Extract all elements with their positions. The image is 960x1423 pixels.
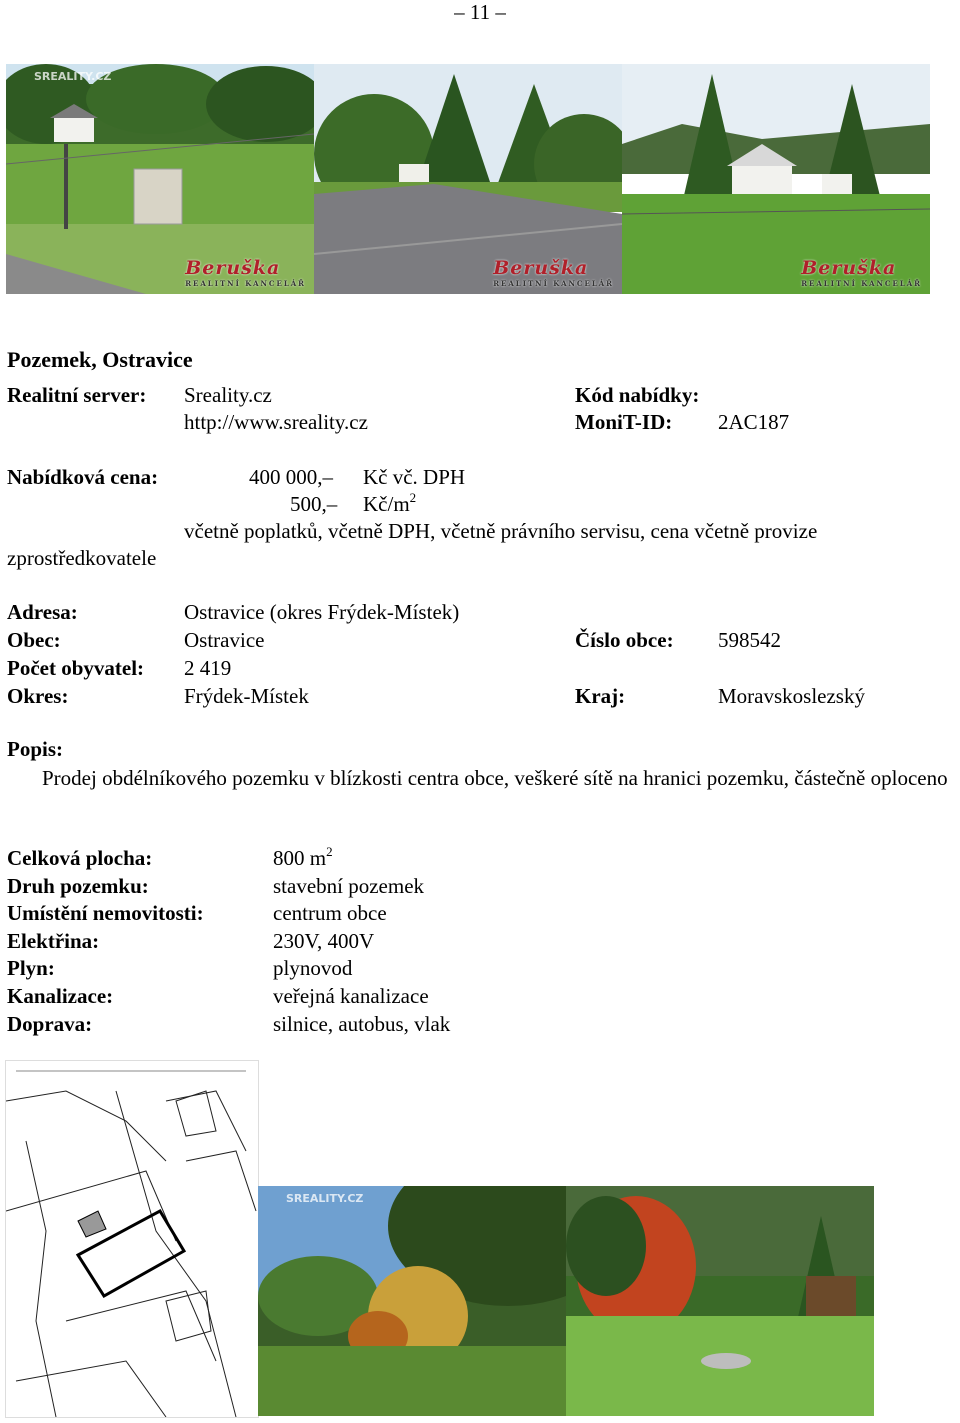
photo-road xyxy=(314,64,622,294)
listing-title: Pozemek, Ostravice xyxy=(7,347,193,372)
price-per-m2: 500,– xyxy=(290,492,338,516)
cislo-obce-label: Číslo obce: xyxy=(575,628,674,652)
page-number: – 11 – xyxy=(454,0,506,24)
server-label: Realitní server: xyxy=(7,383,147,407)
detail-label: Kanalizace: xyxy=(7,984,114,1008)
adresa-label: Adresa: xyxy=(7,600,78,624)
kraj-value: Moravskoslezský xyxy=(718,684,865,708)
photo-garden-bushes xyxy=(258,1186,566,1416)
detail-value-exponent: 2 xyxy=(326,844,333,859)
popis-text: Prodej obdélníkového pozemku v blízkosti centra obce, veškeré sítě na hranici pozemku, částečně oploceno xyxy=(42,766,948,790)
detail-value xyxy=(273,958,352,979)
price-unit: Kč vč. DPH xyxy=(363,465,466,489)
detail-label: Doprava: xyxy=(7,1011,93,1036)
popis-label: Popis: xyxy=(7,737,64,761)
detail-value-text: centrum obce xyxy=(273,901,387,926)
detail-value-text: silnice, autobus, vlak xyxy=(273,1011,451,1036)
detail-value-text: 230V, 400V xyxy=(273,928,375,953)
photo-plot-fence xyxy=(6,64,314,294)
photo-garden-lawn xyxy=(566,1186,874,1416)
okres-value: Frýdek-Místek xyxy=(184,684,309,708)
detail-value-text: plynovod xyxy=(273,956,353,981)
detail-label: Plyn: xyxy=(7,956,55,981)
obec-value: Ostravice xyxy=(184,628,265,652)
adresa-value: Ostravice (okres Frýdek-Místek) xyxy=(184,600,460,624)
photo-meadow xyxy=(622,64,930,294)
detail-label: Celková plocha: xyxy=(7,846,153,870)
detail-value xyxy=(273,844,333,870)
detail-label: Umístění nemovitosti: xyxy=(7,901,204,926)
detail-value xyxy=(273,1011,451,1036)
server-name: Sreality.cz xyxy=(184,383,272,407)
detail-value xyxy=(273,903,387,924)
price-per-m2-unit: $Kč/m^2$ xyxy=(363,490,417,516)
cadastral-map xyxy=(5,1060,259,1418)
watermark-site: SREALITY.CZ xyxy=(34,70,112,83)
detail-value-text: stavební pozemek xyxy=(273,873,425,898)
watermark-site: SREALITY.CZ xyxy=(286,1192,364,1205)
pocet-obyvatel-value: 2 419 xyxy=(184,656,232,680)
price-amount: 400 000,– xyxy=(249,465,333,489)
offer-code-label: Kód nabídky: xyxy=(575,383,700,407)
detail-label: Elektřina: xyxy=(7,928,100,953)
price-note-cont: zprostředkovatele xyxy=(7,546,157,570)
cislo-obce-value: 598542 xyxy=(718,628,781,652)
price-label: Nabídková cena: xyxy=(7,465,159,489)
monit-id-value: 2AC187 xyxy=(718,410,790,434)
kraj-label: Kraj: xyxy=(575,684,626,708)
detail-value-text: veřejná kanalizace xyxy=(273,984,429,1008)
detail-value-text: 800 m xyxy=(273,846,327,870)
detail-value xyxy=(273,928,375,953)
brand-logo: Beruška REALITNÍ KANCELÁŘ xyxy=(801,257,922,288)
detail-value xyxy=(273,873,425,898)
brand-logo: Beruška REALITNÍ KANCELÁŘ xyxy=(185,257,306,288)
brand-logo: Beruška REALITNÍ KANCELÁŘ xyxy=(493,257,614,288)
okres-label: Okres: xyxy=(7,684,69,708)
obec-label: Obec: xyxy=(7,628,61,652)
server-url[interactable]: http://www.sreality.cz xyxy=(184,410,368,434)
detail-value xyxy=(273,986,429,1007)
monit-id-label: MoniT-ID: xyxy=(575,410,673,434)
detail-label: Druh pozemku: xyxy=(7,873,149,898)
pocet-obyvatel-label: Počet obyvatel: xyxy=(7,656,145,680)
price-note: včetně poplatků, včetně DPH, včetně právního servisu, cena včetně provize xyxy=(184,519,818,543)
